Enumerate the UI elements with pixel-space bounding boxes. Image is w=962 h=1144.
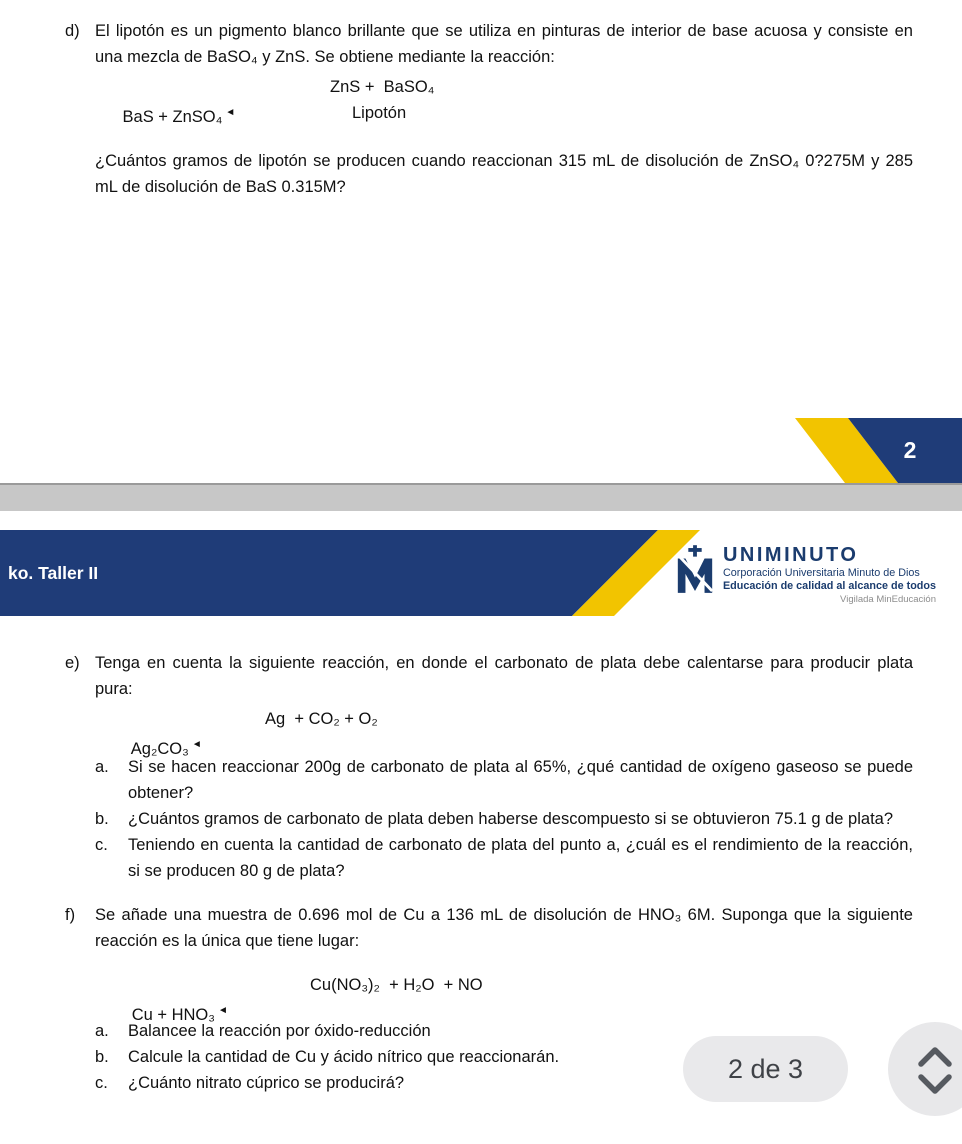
section-title: ko. Taller II (8, 562, 99, 583)
subitem-text: ¿Cuántos gramos de carbonato de plata deben haberse descompuesto si se obtuvieron 75.1 g de plata? (128, 810, 894, 828)
subitem-marker: a. (95, 1022, 109, 1040)
uniminuto-logo (674, 544, 936, 606)
header-blue-band (0, 530, 658, 616)
item-e-body (95, 650, 913, 884)
uniminuto-brand: UNIMINUTO (722, 544, 859, 566)
uniminuto-logo-mark-icon (674, 544, 716, 596)
item-e-marker: e) (65, 654, 80, 672)
page-scroll-control[interactable] (888, 1022, 962, 1116)
subitem-marker: b. (95, 1048, 109, 1066)
list-item (95, 754, 913, 806)
reaction-e-right: Ag + CO₂ + O₂ (265, 710, 378, 728)
subitem-text: ¿Cuánto nitrato cúprico se producirá? (128, 1074, 405, 1092)
item-e-subitems (95, 754, 913, 884)
item-f-marker: f) (65, 906, 76, 924)
list-item (95, 806, 913, 832)
page2-content (65, 650, 913, 1096)
item-d-marker: d) (65, 22, 80, 40)
list-item (95, 832, 913, 884)
page-number: 2 (903, 437, 917, 463)
subitem-marker: c. (95, 1074, 108, 1092)
reaction-arrow-icon: ◄ (191, 739, 202, 750)
reaction-d-right: ZnS + BaSO₄ (330, 78, 435, 96)
item-e (65, 650, 913, 884)
reaction-arrow-icon: ◄ (225, 107, 236, 118)
reaction-arrow-icon: ◄ (217, 1005, 228, 1016)
subitem-text: Calcule la cantidad de Cu y ácido nítrico que reaccionarán. (128, 1048, 560, 1066)
chevron-up-icon[interactable] (921, 1050, 949, 1064)
subitem-marker: a. (95, 758, 109, 776)
uniminuto-logo-text (723, 544, 936, 606)
item-d-body (95, 18, 913, 200)
page-number-banner-graphic (0, 418, 962, 483)
subitem-marker: c. (95, 836, 108, 854)
reaction-f (95, 972, 913, 1024)
subitem-text: Balancee la reacción por óxido-reducción (128, 1022, 431, 1040)
item-f-intro: Se añade una muestra de 0.696 mol de Cu a 136 mL de disolución de HNO₃ 6M. Suponga que la siguiente reacción es la única que tiene lugar: (95, 906, 913, 950)
uniminuto-tagline-3: Vigilada MinEducación (840, 594, 936, 605)
item-d-intro: El lipotón es un pigmento blanco brillante que se utiliza en pinturas de interior de base acuosa y consiste en una mezcla de BaSO₄ y ZnS. Se obtiene mediante la reacción: (95, 22, 913, 66)
reaction-f-right: Cu(NO₃)₂ + H₂O + NO (310, 976, 483, 994)
reaction-e (95, 706, 913, 758)
page-indicator: 2 de 3 (683, 1036, 848, 1102)
subitem-text: Teniendo en cuenta la cantidad de carbonato de plata del punto a, ¿cuál es el rendimiento de la reacción, si se producen 80 g de plata? (128, 836, 913, 880)
reaction-d-product-label: Lipotón (352, 104, 407, 122)
uniminuto-tagline-2: Educación de calidad al alcance de todos (722, 580, 936, 592)
reaction-d-left: BaS + ZnSO₄ (122, 108, 223, 126)
reaction-f-left: Cu + HNO₃ (131, 1006, 215, 1024)
chevron-down-icon[interactable] (921, 1077, 949, 1091)
item-d (65, 18, 913, 200)
subitem-text: Si se hacen reaccionar 200g de carbonato de plata al 65%, ¿qué cantidad de oxígeno gaseoso se puede obtener? (128, 758, 913, 802)
reaction-e-left: Ag₂CO₃ (130, 740, 189, 758)
reaction-d (95, 74, 913, 126)
page-scroll-graphic (888, 1022, 962, 1116)
subitem-marker: b. (95, 810, 109, 828)
page-number-banner (0, 418, 962, 483)
uniminuto-tagline-1: Corporación Universitaria Minuto de Dios (722, 567, 920, 579)
page-separator (0, 483, 962, 511)
item-e-intro: Tenga en cuenta la siguiente reacción, en donde el carbonato de plata debe calentarse para producir plata pura: (95, 654, 913, 698)
item-d-question: ¿Cuántos gramos de lipotón se producen cuando reaccionan 315 mL de disolución de ZnSO₄ 0?275M y 285 mL de disolución de BaS 0.315M? (95, 152, 913, 196)
